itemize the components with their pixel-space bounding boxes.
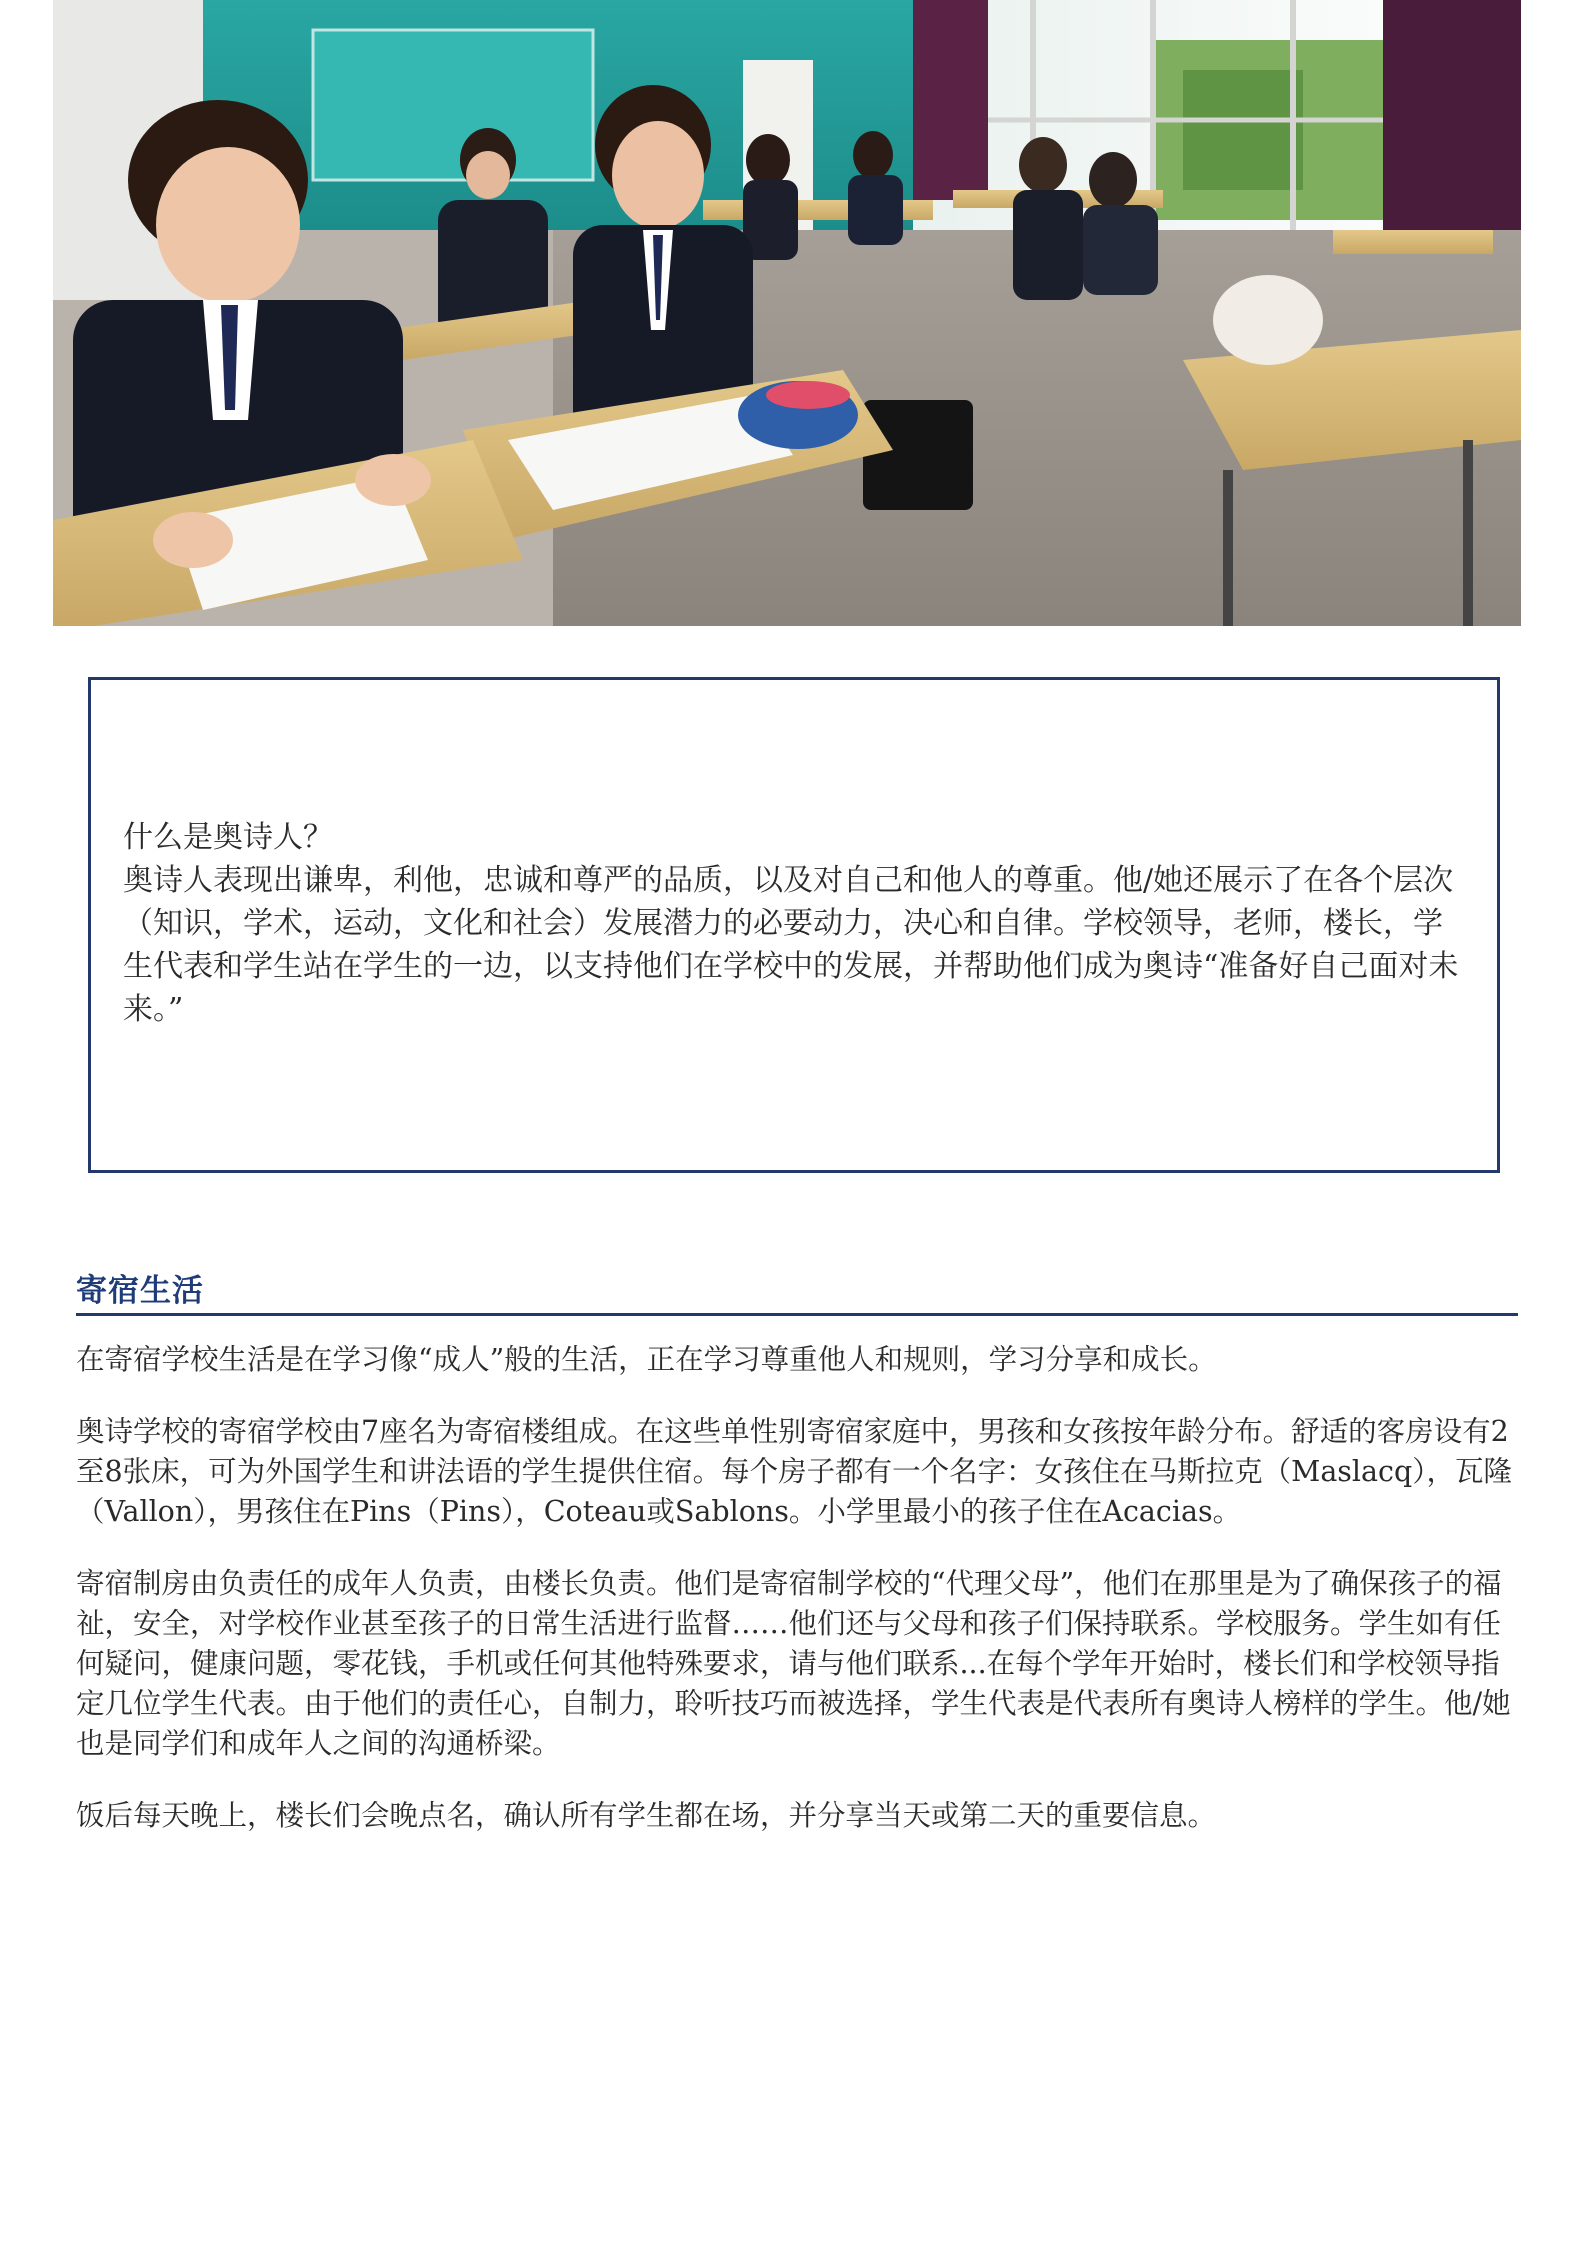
quote-content <box>123 816 1463 1031</box>
quote-title: 什么是奥诗人？ <box>123 820 333 855</box>
boarding-paragraph-4: 饭后每天晚上，楼长们会晚点名，确认所有学生都在场，并分享当天或第二天的重要信息。 <box>76 1799 1217 1832</box>
boarding-paragraph-1: 在寄宿学校生活是在学习像“成人”般的生活，正在学习尊重他人和规则，学习分享和成长。 <box>76 1343 1217 1376</box>
boarding-section-body <box>76 1340 1518 1868</box>
section-title-boarding: 寄宿生活 <box>76 1273 204 1309</box>
classroom-photo <box>53 0 1521 626</box>
quote-box <box>88 677 1500 1173</box>
boarding-paragraph-2: 奥诗学校的寄宿学校由7座名为寄宿楼组成。在这些单性别寄宿家庭中，男孩和女孩按年龄分布。舒适的客房设有2至8张床，可为外国学生和讲法语的学生提供住宿。每个房子都有一个名字：女孩住在马斯拉克（Maslacq），瓦隆（Vallon），男孩住在Pins（Pins），Coteau或Sablons。小学里最小的孩子住在Acacias。 <box>76 1415 1512 1528</box>
section-divider <box>76 1313 1518 1316</box>
quote-body: 奥诗人表现出谦卑，利他，忠诚和尊严的品质，以及对自己和他人的尊重。他/她还展示了在各个层次（知识，学术，运动，文化和社会）发展潜力的必要动力，决心和自律。学校领导，老师，楼长，学生代表和学生站在学生的一边，以支持他们在学校中的发展，并帮助他们成为奥诗“准备好自己面对未来。” <box>123 863 1459 1027</box>
classroom-photo-illustration <box>53 0 1521 626</box>
boarding-paragraph-3: 寄宿制房由负责任的成年人负责，由楼长负责。他们是寄宿制学校的“代理父母”，他们在那里是为了确保孩子的福祉，安全，对学校作业甚至孩子的日常生活进行监督……他们还与父母和孩子们保持联系。学校服务。学生如有任何疑问，健康问题，零花钱，手机或任何其他特殊要求，请与他们联系...在每个学年开始时，楼长们和学校领导指定几位学生代表。由于他们的责任心，自制力，聆听技巧而被选择，学生代表是代表所有奥诗人榜样的学生。他/她也是同学们和成年人之间的沟通桥梁。 <box>76 1567 1511 1760</box>
